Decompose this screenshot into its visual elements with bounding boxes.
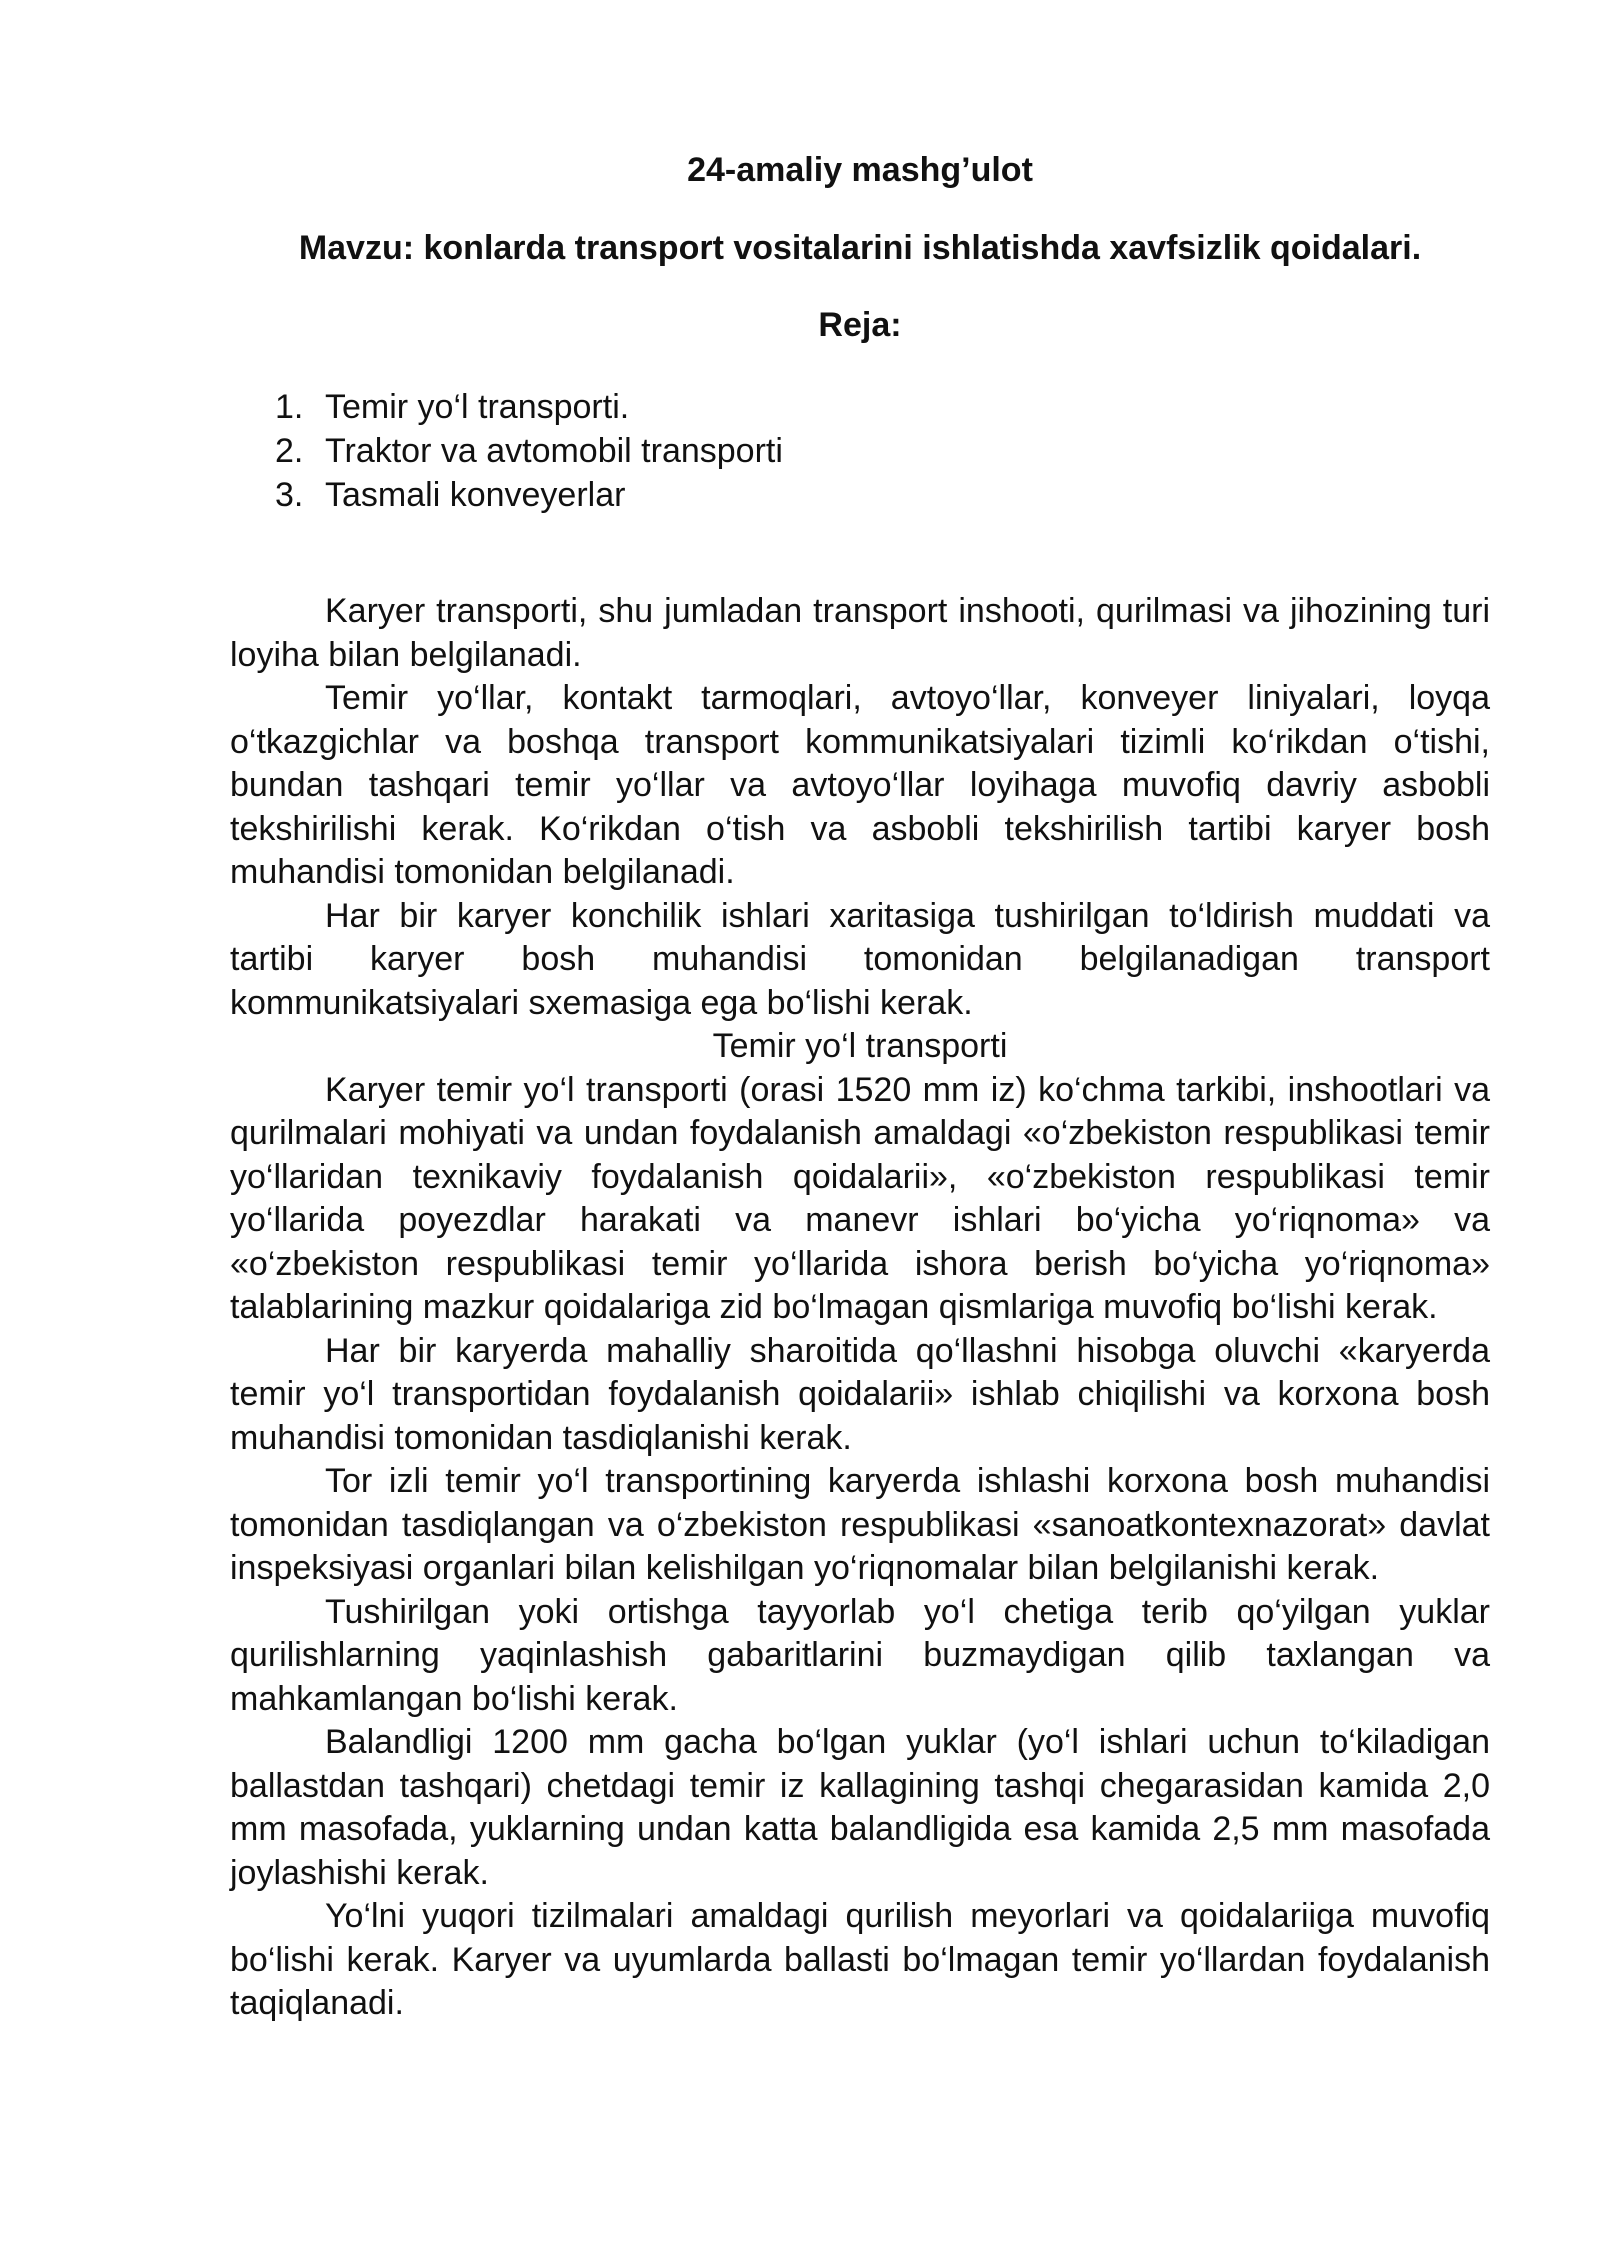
- paragraph: Tushirilgan yoki ortishga tayyorlab yo‘l chetiga terib qo‘yilgan yuklar qurilishlarning yaqinlashish gabaritlarini buzmaydigan qilib taxlangan va mahkamlangan bo‘lishi kerak.: [230, 1592, 1490, 1718]
- plan-item-text: Traktor va avtomobil transporti: [325, 432, 783, 470]
- plan-list: [275, 385, 1175, 517]
- document-body: [230, 590, 1490, 2026]
- plan-item: [275, 429, 1175, 473]
- plan-item-number: 2.: [275, 432, 304, 470]
- paragraph: Balandligi 1200 mm gacha bo‘lgan yuklar (yo‘l ishlari uchun to‘kiladigan ballastdan tashqari) chetdagi temir iz kallagining tashqi chegarasidan kamida 2,0 mm masofada, yuklarning undan katta balandligida esa kamida 2,5 mm masofada joylashishi kerak.: [230, 1723, 1490, 1892]
- plan-item-text: Temir yo‘l transporti.: [325, 388, 630, 426]
- section-heading: Temir yo‘l transporti: [712, 1027, 1008, 1065]
- plan-item-text: Tasmali konveyerlar: [325, 476, 626, 514]
- paragraph: Har bir karyer konchilik ishlari xaritasiga tushirilgan to‘ldirish muddati va tartibi karyer bosh muhandisi tomonidan belgilanadigan transport kommunikatsiyalari sxemasiga ega bo‘lishi kerak.: [230, 896, 1490, 1022]
- plan-heading: Reja:: [818, 306, 902, 344]
- plan-item: [275, 385, 1175, 429]
- document-title: 24-amaliy mashg’ulot: [687, 151, 1033, 189]
- paragraph: Har bir karyerda mahalliy sharoitida qo‘llashni hisobga oluvchi «karyerda temir yo‘l transportidan foydalanish qoidalarii» ishlab chiqilishi va korxona bosh muhandisi tomonidan tasdiqlanishi kerak.: [230, 1331, 1490, 1457]
- topic-heading: Mavzu: konlarda transport vositalarini ishlatishda xavfsizlik qoidalari.: [298, 229, 1422, 267]
- paragraph: Temir yo‘llar, kontakt tarmoqlari, avtoyo‘llar, konveyer liniyalari, loyqa o‘tkazgichlar va boshqa transport kommunikatsiyalari tizimli ko‘rikdan o‘tishi, bundan tashqari temir yo‘llar va avtoyo‘llar loyihaga muvofiq davriy asbobli tekshirilishi kerak. Ko‘rikdan o‘tish va asbobli tekshirilish tartibi karyer bosh muhandisi tomonidan belgilanadi.: [230, 679, 1490, 891]
- plan-item-number: 1.: [275, 388, 304, 426]
- paragraph: Yo‘lni yuqori tizilmalari amaldagi qurilish meyorlari va qoidalariiga muvofiq bo‘lishi kerak. Karyer va uyumlarda ballasti bo‘lmagan temir yo‘llardan foydalanish taqiqlanadi.: [230, 1897, 1490, 2022]
- paragraph: Karyer temir yo‘l transporti (orasi 1520 mm iz) ko‘chma tarkibi, inshootlari va qurilmalari mohiyati va undan foydalanish amaldagi «o‘zbekiston respublikasi temir yo‘llaridan texnikaviy foydalanish qoidalarii», «o‘zbekiston respublikasi temir yo‘llarida poyezdlar harakati va manevr ishlari bo‘yicha yo‘riqnoma» va «o‘zbekiston respublikasi temir yo‘llarida ishora berish bo‘yicha yo‘riqnoma» talablarining mazkur qoidalariga zid bo‘lmagan qismlariga muvofiq bo‘lishi kerak.: [230, 1070, 1490, 1326]
- plan-item-number: 3.: [275, 476, 304, 514]
- paragraph: Tor izli temir yo‘l transportining karyerda ishlashi korxona bosh muhandisi tomonidan tasdiqlangan va o‘zbekiston respublikasi «sanoatkontexnazorat» davlat inspeksiyasi organlari bilan kelishilgan yo‘riqnomalar bilan belgilanishi kerak.: [230, 1462, 1490, 1587]
- plan-item: [275, 473, 1175, 517]
- paragraph: Karyer transporti, shu jumladan transport inshooti, qurilmasi va jihozining turi loyiha bilan belgilanadi.: [230, 592, 1490, 674]
